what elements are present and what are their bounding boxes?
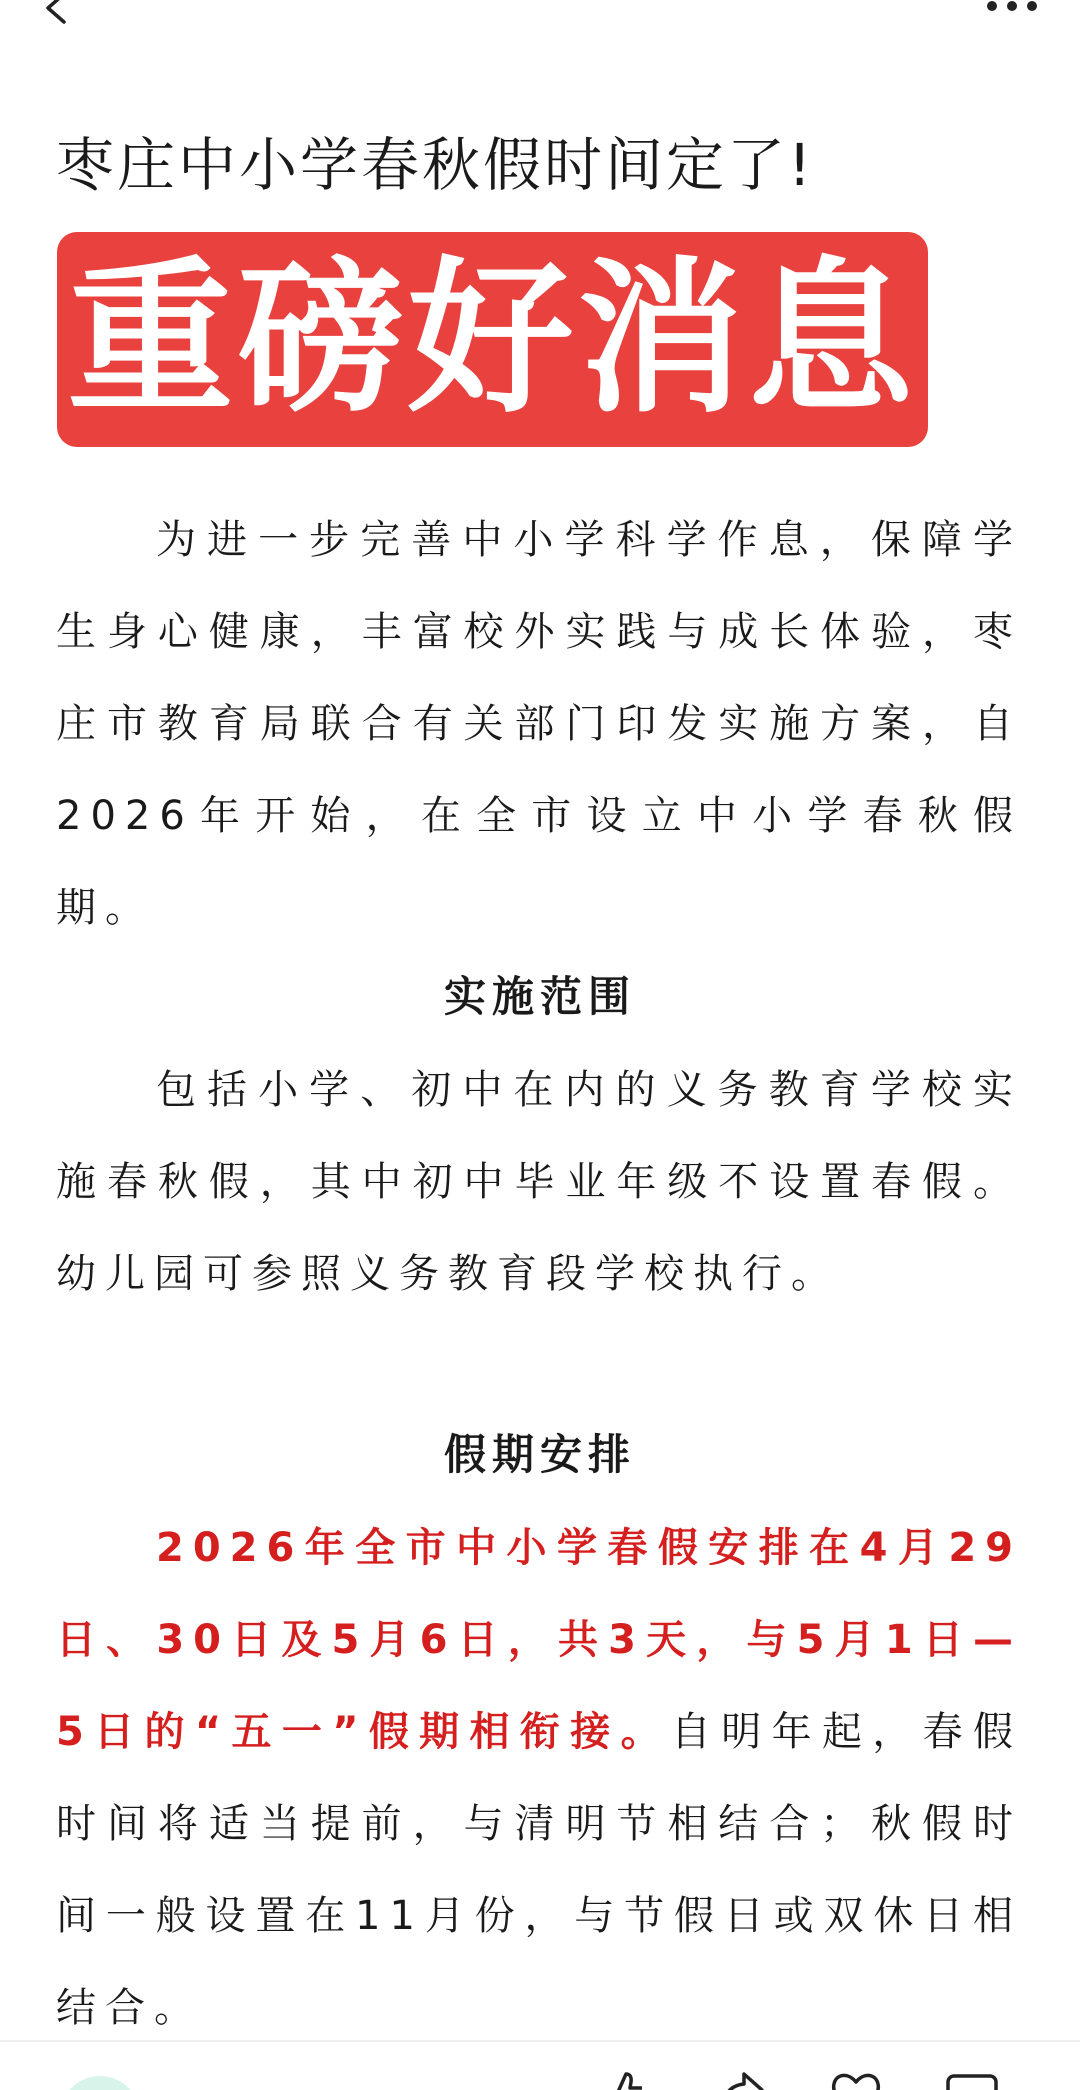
favorite-button[interactable] — [830, 2070, 882, 2090]
heart-icon — [830, 2070, 882, 2090]
arrangement-paragraph — [56, 1502, 1022, 2054]
arrangement-text — [56, 1502, 1022, 2054]
scope-paragraph — [56, 1044, 1022, 1320]
scope-text: 包括小学、初中在内的义务教育学校实施春秋假，其中初中毕业年级不设置春假。幼儿园可参照义务教育段学校执行。 — [56, 1067, 1022, 1297]
headline-banner — [57, 232, 928, 447]
comment-icon — [944, 2070, 1000, 2090]
back-button[interactable] — [38, 0, 78, 30]
banner-text: 重磅好消息 — [67, 242, 918, 436]
more-dots-icon — [982, 0, 1042, 18]
author-avatar[interactable] — [60, 2076, 140, 2090]
section-heading-scope: 实施范围 — [443, 972, 636, 1021]
thumbs-up-icon — [602, 2070, 650, 2090]
intro-text: 为进一步完善中小学科学作息，保障学生身心健康，丰富校外实践与成长体验，枣庄市教育局联合有关部门印发实施方案，自2026年开始，在全市设立中小学春秋假期。 — [56, 517, 1022, 931]
chevron-left-icon — [38, 0, 78, 30]
intro-paragraph — [56, 494, 1022, 954]
article-title: 枣庄中小学春秋假时间定了! — [56, 131, 815, 199]
comment-button[interactable] — [944, 2070, 1000, 2090]
arrangement-rest-text: 自明年起，春假时间将适当提前，与清明节相结合；秋假时间一般设置在11月份，与节假日或双休日相结合。 — [56, 1709, 1022, 2031]
section-heading-arrangement: 假期安排 — [443, 1430, 636, 1479]
share-button[interactable] — [718, 2070, 766, 2090]
more-options-button[interactable] — [982, 0, 1042, 18]
share-icon — [718, 2070, 766, 2090]
bottom-action-bar — [0, 2042, 1080, 2090]
like-button[interactable] — [602, 2070, 650, 2090]
top-navigation-bar — [0, 0, 1080, 40]
highlighted-schedule-text: 2026年全市中小学春假安排在4月29日、30日及5月6日，共3天，与5月1日—5日的“五一”假期相衔接。 — [56, 1525, 1022, 1755]
